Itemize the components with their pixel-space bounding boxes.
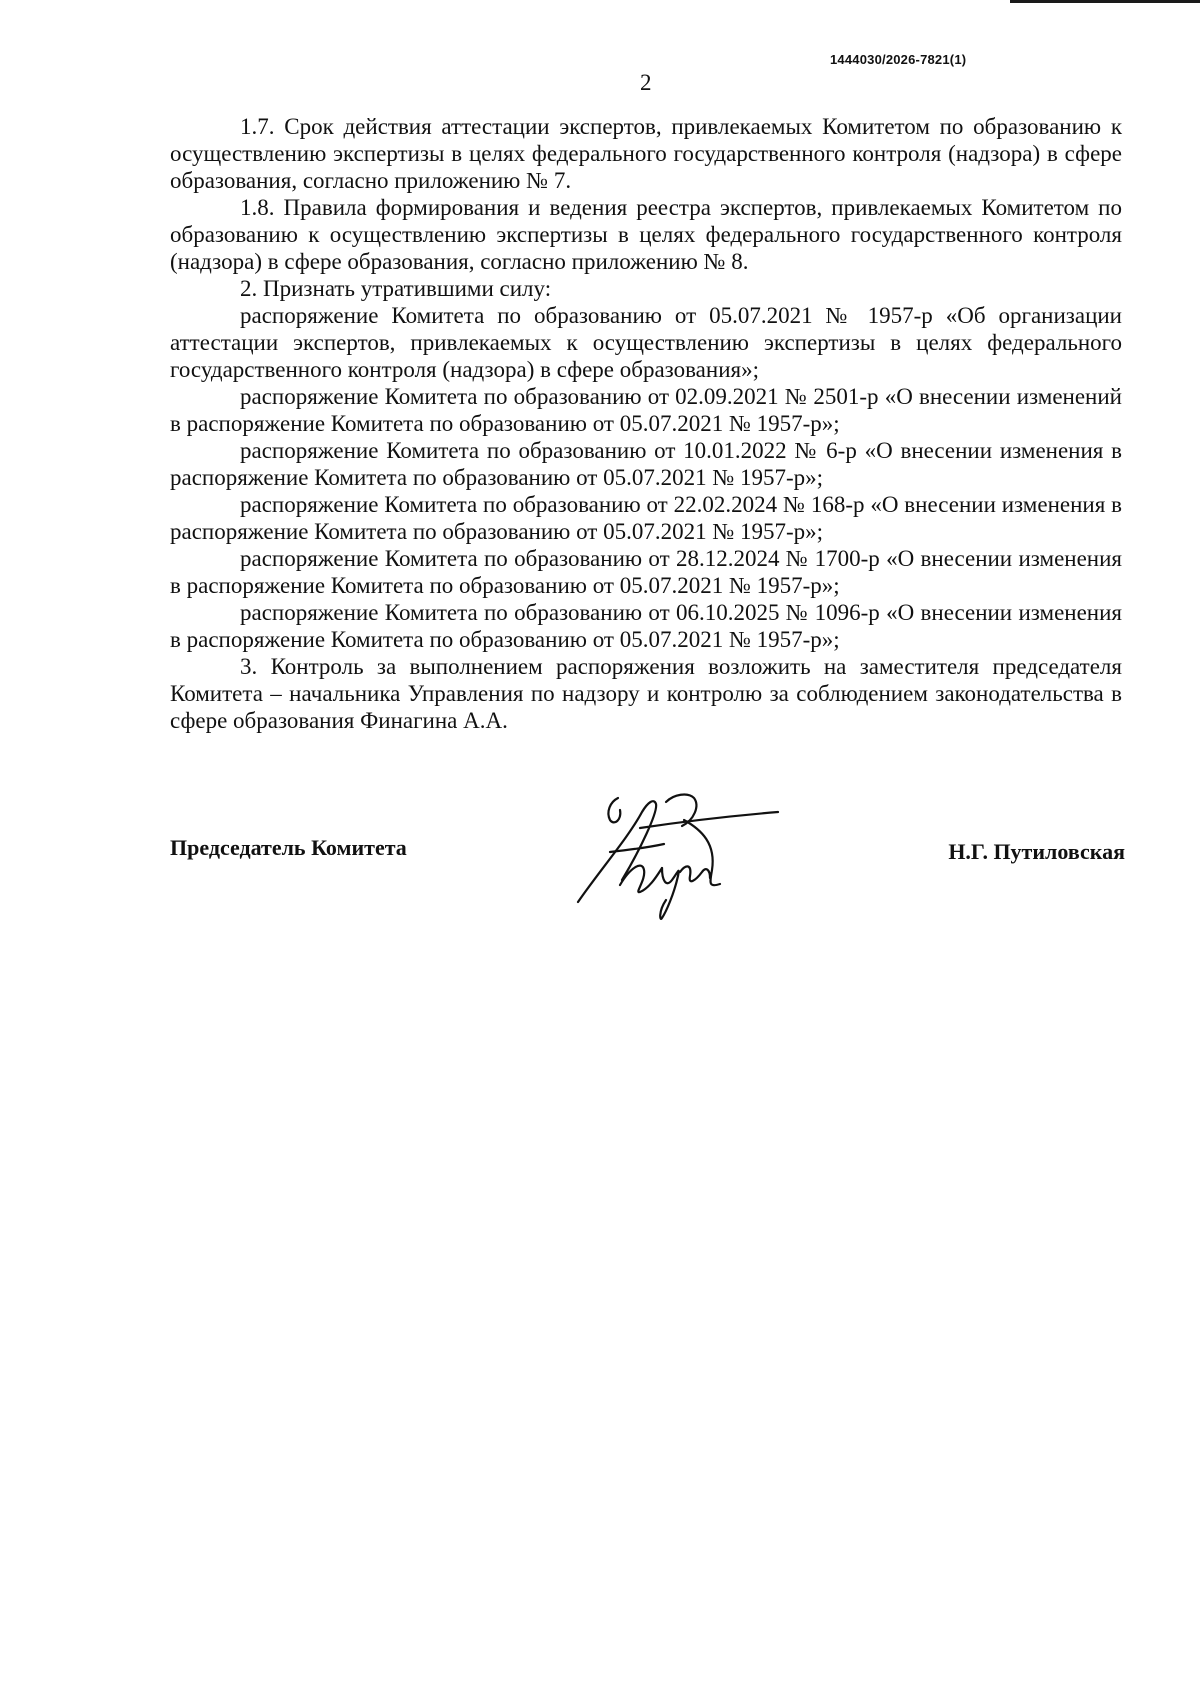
signatory-position: Председатель Комитета — [170, 835, 407, 860]
repealed-order-1957: распоряжение Комитета по образованию от 05.07.2021 № 1957-р «Об организации аттестации экспертов, привлекаемых к осуществлению экспертизы в целях федерального государственного контроля (надзора) в сфере образования»; — [170, 303, 1122, 382]
handwritten-signature-icon — [570, 790, 780, 920]
paragraph-1-8: 1.8. Правила формирования и ведения реестра экспертов, привлекаемых Комитетом по образованию к осуществлению экспертизы в целях федерального государственного контроля (надзора) в сфере образования, согласно приложению № 8. — [170, 195, 1122, 274]
document-body — [170, 113, 1122, 734]
paragraph-1-7: 1.7. Срок действия аттестации экспертов, привлекаемых Комитетом по образованию к осуществлению экспертизы в целях федерального государственного контроля (надзора) в сфере образования, согласно приложению № 7. — [170, 114, 1122, 193]
paragraph-2: 2. Признать утратившими силу: — [240, 276, 552, 301]
repealed-order-2501: распоряжение Комитета по образованию от 02.09.2021 № 2501-р «О внесении изменений в распоряжение Комитета по образованию от 05.07.2021 № 1957-р»; — [170, 384, 1122, 436]
document-registration-number: 1444030/2026-7821(1) — [830, 52, 967, 67]
top-edge-rule — [1010, 0, 1200, 3]
signatory-name: Н.Г. Путиловская — [948, 839, 1125, 864]
repealed-order-1700: распоряжение Комитета по образованию от 28.12.2024 № 1700-р «О внесении изменения в распоряжение Комитета по образованию от 05.07.2021 № 1957-р»; — [170, 546, 1122, 598]
paragraph-3: 3. Контроль за выполнением распоряжения возложить на заместителя председателя Комитета – начальника Управления по надзору и контролю за соблюдением законодательства в сфере образования Финагина А.А. — [170, 654, 1122, 733]
page-number: 2 — [640, 70, 652, 95]
repealed-order-168: распоряжение Комитета по образованию от 22.02.2024 № 168-р «О внесении изменения в распоряжение Комитета по образованию от 05.07.2021 № 1957-р»; — [170, 492, 1122, 544]
repealed-order-1096: распоряжение Комитета по образованию от 06.10.2025 № 1096-р «О внесении изменения в распоряжение Комитета по образованию от 05.07.2021 № 1957-р»; — [170, 600, 1122, 652]
repealed-order-6: распоряжение Комитета по образованию от 10.01.2022 № 6-р «О внесении изменения в распоряжение Комитета по образованию от 05.07.2021 № 1957-р»; — [170, 438, 1122, 490]
